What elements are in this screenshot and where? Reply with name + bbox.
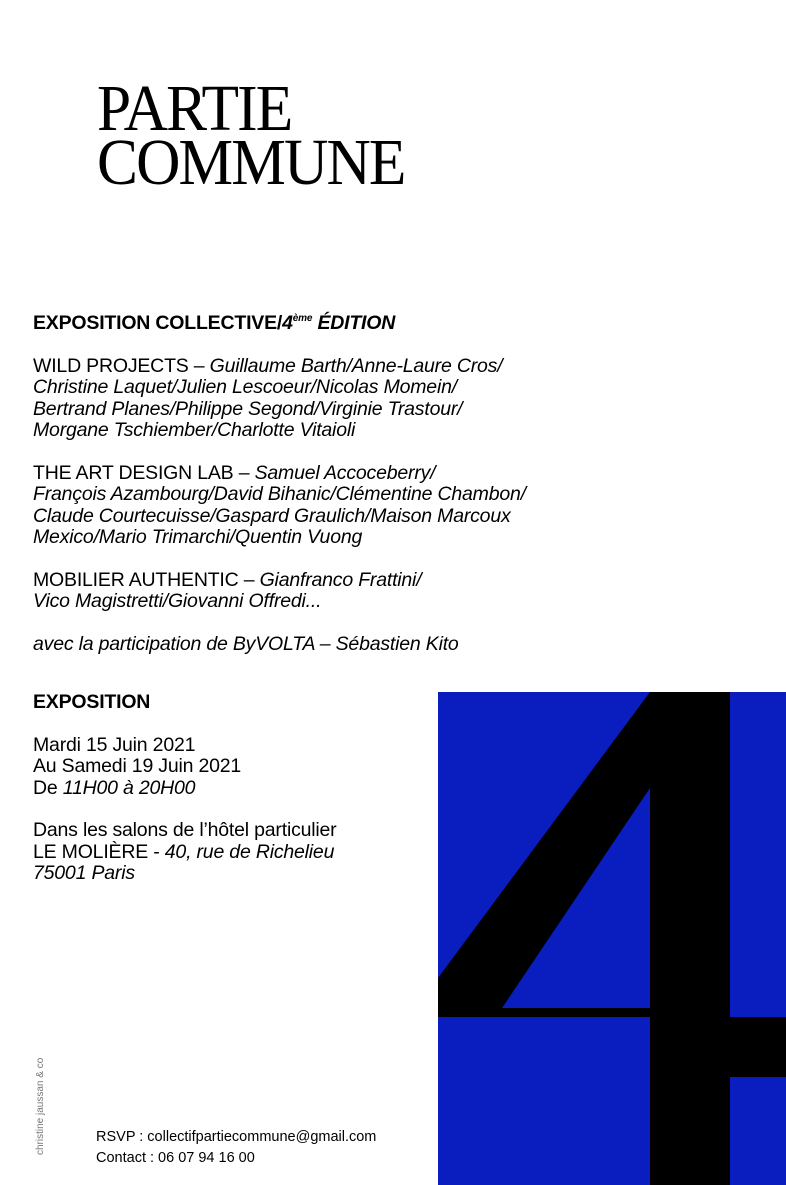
artist-line: Claude Courtecuisse/Gaspard Graulich/Maison Marcoux (33, 504, 511, 527)
title-line-2: COMMUNE (97, 126, 405, 199)
venue-address: 40, rue de Richelieu (164, 840, 335, 863)
artist-line: Morgane Tschiember/Charlotte Vitaioli (33, 419, 356, 441)
numeral-four-graphic (438, 692, 786, 1185)
artist-line: Gianfranco Frattini/ (259, 568, 422, 591)
date-line: Au Samedi 19 Juin 2021 (33, 755, 242, 777)
artist-line: Samuel Accoceberry/ (254, 461, 436, 484)
venue-line: Dans les salons de l’hôtel particulier (33, 819, 337, 841)
collective-heading (33, 308, 593, 335)
exposition-heading: EXPOSITION (33, 691, 151, 713)
venue-city: 75001 Paris (33, 862, 135, 884)
venue-separator: - (148, 840, 165, 863)
heading-edition-sup: ème (292, 313, 313, 324)
artist-line: Guillaume Barth/Anne-Laure Cros/ (209, 354, 503, 377)
design-credit: christine jaussan & co (35, 1057, 46, 1155)
group-art-design-lab (33, 463, 593, 549)
edition-poster (438, 692, 786, 1185)
artist-line: Vico Magistretti/Giovanni Offredi... (33, 590, 322, 612)
hours: 11H00 à 20H00 (62, 776, 196, 799)
artist-line: Mexico/Mario Trimarchi/Quentin Vuong (33, 526, 363, 548)
heading-edition-word: ÉDITION (317, 312, 396, 334)
participants-section (33, 308, 593, 655)
group-name: WILD PROJECTS – (33, 354, 210, 377)
heading-edition-number: 4 (282, 312, 293, 334)
participation-note: avec la participation de ByVOLTA – Sébastien Kito (33, 632, 459, 655)
artist-line: François Azambourg/David Bihanic/Clémentine Chambon/ (33, 483, 526, 505)
exposition-info (33, 692, 433, 885)
date-line: Mardi 15 Juin 2021 (33, 733, 196, 756)
group-wild-projects (33, 356, 593, 442)
group-mobilier-authentic (33, 570, 593, 613)
group-name: MOBILIER AUTHENTIC – (33, 568, 260, 591)
contact-phone-line: Contact : 06 07 94 16 00 (96, 1150, 255, 1166)
artist-line: Christine Laquet/Julien Lescoeur/Nicolas Momein/ (33, 376, 457, 398)
heading-main: EXPOSITION COLLECTIVE (33, 312, 277, 334)
heading-separator: / (276, 312, 283, 334)
hours-prefix: De (33, 776, 63, 799)
venue-name: LE MOLIÈRE (33, 840, 149, 863)
rsvp-email-line[interactable]: RSVP : collectifpartiecommune@gmail.com (96, 1129, 377, 1145)
group-name: THE ART DESIGN LAB – (33, 461, 255, 484)
event-title (97, 72, 405, 199)
title-line-1: PARTIE (97, 72, 292, 145)
rsvp-block (96, 1127, 376, 1169)
artist-line: Bertrand Planes/Philippe Segond/Virginie Trastour/ (33, 397, 463, 420)
